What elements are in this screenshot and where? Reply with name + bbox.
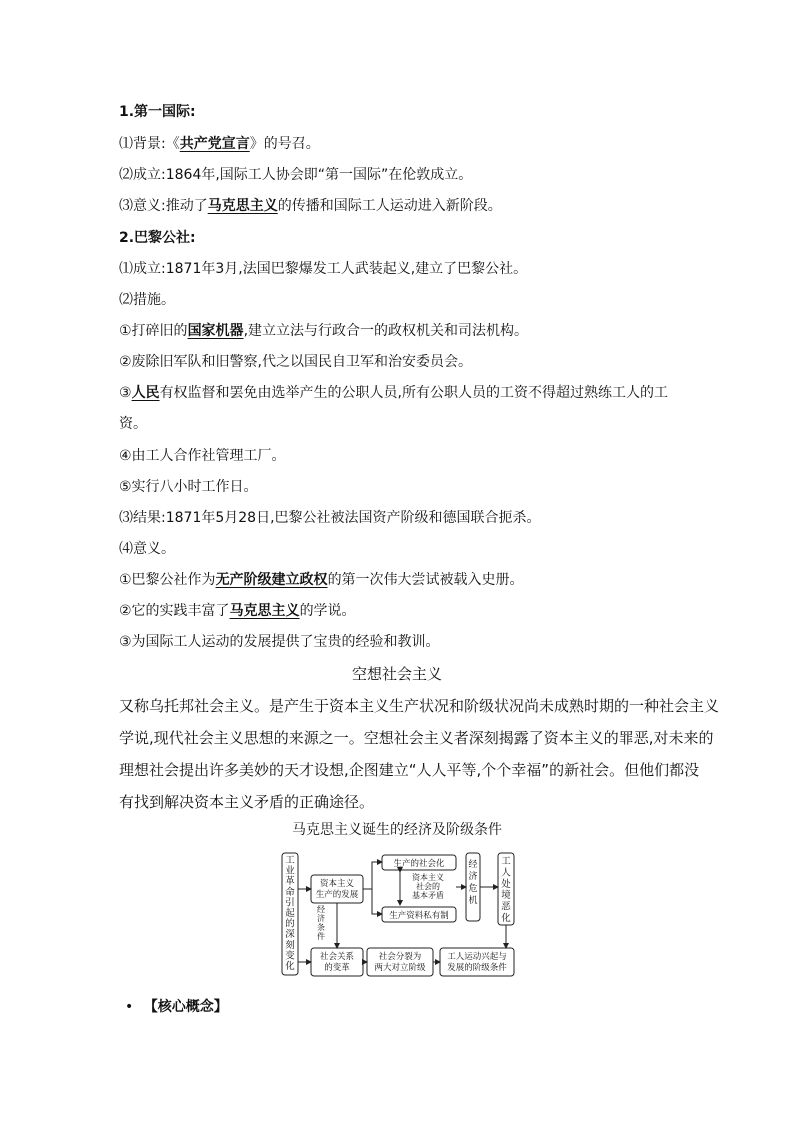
economic-crisis-text: 济 <box>468 872 478 882</box>
key-term: 人民 <box>131 385 160 401</box>
measure-3-cont: 资。 <box>119 416 147 432</box>
section1-line2: ⑵成立:1864年,国际工人协会即“第一国际”在伦敦成立。 <box>119 167 473 183</box>
measure-5: ⑤实行八小时工作日。 <box>119 479 258 495</box>
arrow <box>372 889 382 914</box>
economic-conditions-text: 件 <box>317 932 325 941</box>
section2-line1: ⑴成立:1871年3月,法国巴黎爆发工人武装起义,建立了巴黎公社。 <box>119 261 528 277</box>
section2-line3: ⑶结果:1871年5月28日,巴黎公社被法国资产阶级和德国联合扼杀。 <box>119 510 541 526</box>
workers-worsening-text: 境 <box>501 890 511 902</box>
industrial-revolution-text: 引 <box>285 897 295 909</box>
private-ownership-text: 生产资料私有制 <box>389 911 449 921</box>
economic-crisis-text: 经 <box>468 860 478 870</box>
industrial-revolution-text: 起 <box>285 908 295 919</box>
economic-crisis-text: 机 <box>468 896 478 906</box>
section2-title: 2.巴黎公社: <box>119 230 196 246</box>
social-change-text: 的变革 <box>324 963 350 973</box>
workers-movement-text: 工人运动兴起与 <box>447 952 507 962</box>
measure-4: ④由工人合作社管理工厂。 <box>119 448 286 464</box>
text: ③ <box>119 385 132 401</box>
basic-contradiction-text: 基本矛盾 <box>412 891 444 900</box>
text: 有权监督和罢免由选举产生的公职人员,所有公职人员的工资不得超过熟练工人的工 <box>159 385 669 401</box>
industrial-revolution-text: 业 <box>285 865 295 877</box>
text: ①打碎旧的 <box>119 323 188 339</box>
economic-conditions-text: 经 <box>317 905 325 914</box>
industrial-revolution-text: 深 <box>285 929 295 941</box>
utopian-line-2: 学说,现代社会主义思想的来源之一。空想社会主义者深刻揭露了资本主义的罪恶,对未来的 <box>119 729 714 747</box>
utopian-line-3: 理想社会提出许多美妙的天才设想,企图建立“人人平等,个个幸福”的新社会。但他们都没 <box>119 761 700 779</box>
workers-worsening-text: 人 <box>501 867 511 879</box>
key-term: 国家机器 <box>187 323 244 339</box>
workers-movement-text: 发展的阶级条件 <box>447 963 507 973</box>
key-term: 马克思主义 <box>229 603 300 619</box>
economic-conditions-text: 条 <box>317 923 325 932</box>
workers-worsening-text: 恶 <box>501 901 511 913</box>
core-concept-label: 【核心概念】 <box>143 999 228 1015</box>
key-term: 共产党宣言 <box>179 136 250 152</box>
bullet-icon: • <box>125 999 134 1015</box>
economic-crisis-text: 危 <box>468 884 478 894</box>
core-concept-row <box>125 998 228 1016</box>
industrial-revolution-text: 刻 <box>285 939 295 951</box>
significance-3: ③为国际工人运动的发展提供了宝贵的经验和教训。 <box>119 634 440 650</box>
class-split-text: 两大对立阶级 <box>374 963 426 973</box>
arrow <box>363 862 382 889</box>
text: ②它的实践丰富了 <box>119 603 230 619</box>
key-term: 无产阶级建立政权 <box>215 572 328 588</box>
industrial-revolution-text: 革 <box>285 876 295 888</box>
workers-worsening-text: 处 <box>501 878 511 890</box>
text: ①巴黎公社作为 <box>119 572 216 588</box>
capitalist-production-text: 生产的发展 <box>315 890 359 900</box>
social-change-text: 社会关系 <box>319 952 355 962</box>
text: 的第一次伟大尝试被载入史册。 <box>327 572 524 588</box>
text: ,建立立法与行政合一的政权机关和司法机构。 <box>243 323 529 339</box>
capitalist-production-text: 资本主义 <box>319 879 355 889</box>
industrial-revolution-text: 的 <box>285 918 295 930</box>
text: ⑶意义:推动了 <box>119 198 208 214</box>
section1-title: 1.第一国际: <box>119 104 196 120</box>
industrial-revolution-text: 工 <box>285 855 295 866</box>
section2-line4: ⑷意义。 <box>119 541 175 557</box>
key-term: 马克思主义 <box>207 198 278 214</box>
industrial-revolution-text: 命 <box>285 886 295 898</box>
utopian-line-4: 有找到解决资本主义矛盾的正确途径。 <box>119 793 375 811</box>
socialization-text: 生产的社会化 <box>393 859 445 869</box>
basic-contradiction-text: 社会的 <box>416 882 440 891</box>
workers-worsening-text: 工 <box>501 856 511 867</box>
measure-2: ②废除旧军队和旧警察,代之以国民自卫军和治安委员会。 <box>119 354 472 370</box>
text: 》的号召。 <box>249 136 320 152</box>
section2-line2: ⑵措施。 <box>119 292 175 308</box>
text: 的传播和国际工人运动进入新阶段。 <box>277 198 502 214</box>
diagram-title: 马克思主义诞生的经济及阶级条件 <box>292 822 502 838</box>
text: ⑴背景:《 <box>119 136 180 152</box>
workers-worsening-text: 化 <box>501 913 511 924</box>
utopian-line-1: 又称乌托邦社会主义。是产生于资本主义生产状况和阶级状况尚未成熟时期的一种社会主义 <box>119 697 720 715</box>
class-split-text: 社会分裂为 <box>378 952 422 962</box>
utopian-heading: 空想社会主义 <box>351 665 442 683</box>
economic-conditions-text: 济 <box>317 914 325 923</box>
industrial-revolution-text: 变 <box>285 950 295 962</box>
industrial-revolution-text: 化 <box>285 961 295 972</box>
basic-contradiction-text: 资本主义 <box>412 873 444 882</box>
text: 的学说。 <box>299 603 356 619</box>
